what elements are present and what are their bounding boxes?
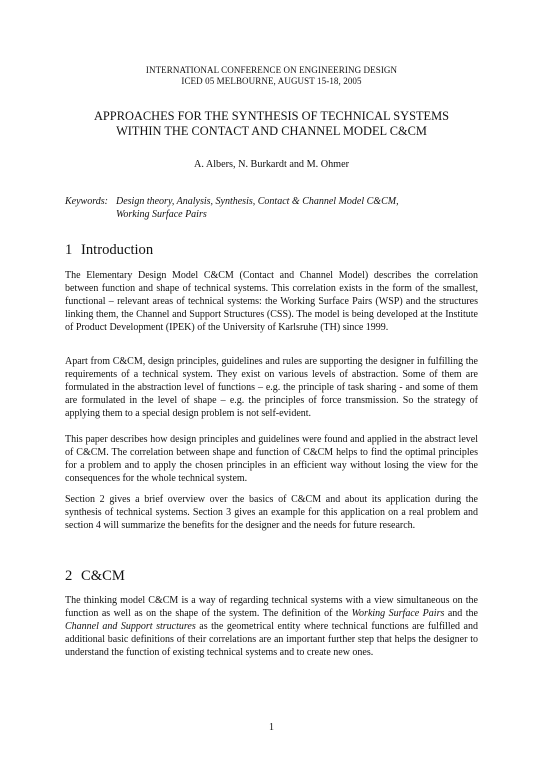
ccm-text-part-3: as the geometrical entity where technical functions are fulfilled and additional basic definitions of their correlations are an important further step that helps the designer to understand the function of existing technical systems and to create new ones. <box>65 621 478 658</box>
section-1-heading <box>65 242 153 259</box>
section-2-number: 2 <box>65 568 73 584</box>
keywords-label: Keywords: <box>65 196 108 207</box>
ccm-text-part-1: The thinking model C&CM is a way of regarding technical systems with a view simultaneous on the function as well as on the shape of the system. The definition of the <box>65 595 478 619</box>
term-working-surface-pairs: Working Surface Pairs <box>351 608 445 619</box>
section-2-heading <box>65 568 125 585</box>
page-number: 1 <box>269 722 274 733</box>
section-1-title: Introduction <box>81 242 154 258</box>
section-1-number: 1 <box>65 242 73 258</box>
conference-name: INTERNATIONAL CONFERENCE ON ENGINEERING DESIGN <box>145 65 398 75</box>
ccm-text-part-2: and the <box>444 608 478 619</box>
authors: A. Albers, N. Burkardt and M. Ohmer <box>193 159 350 170</box>
keywords-line-2: Working Surface Pairs <box>116 209 207 220</box>
section-2-title: C&CM <box>81 568 125 584</box>
paper-title-line-1: APPROACHES FOR THE SYNTHESIS OF TECHNICAL SYSTEMS <box>93 109 450 123</box>
conference-details: ICED 05 MELBOURNE, AUGUST 15-18, 2005 <box>181 76 362 86</box>
intro-paragraph-4: Section 2 gives a brief overview over the basics of C&CM and about its application during the synthesis of technical systems. Section 3 gives an example for this application on a real problem and section 4 will summarize the benefits for the designer and the needs for future research. <box>65 494 478 531</box>
intro-paragraph-3: This paper describes how design principles and guidelines were found and applied in the abstract level of C&CM. The correlation between shape and function of C&CM helps to find the optimal principles for a problem and to apply the chosen principles in an efficient way without losing the view for the consequences for the whole technical system. <box>65 434 478 484</box>
keywords-line-1: Design theory, Analysis, Synthesis, Contact & Channel Model C&CM, <box>116 196 399 207</box>
intro-paragraph-1: The Elementary Design Model C&CM (Contact and Channel Model) describes the correlation between function and shape of technical systems. This correlation exists in the form of the smallest, functional – relevant areas of technical systems: the Working Surface Pairs (WSP) and the structures linking them, the Channel and Support Structures (CSS). The model is being developed at the Institute of Product Development (IPEK) of the University of Karlsruhe (TH) since 1999. <box>65 270 478 333</box>
intro-paragraph-2: Apart from C&CM, design principles, guidelines and rules are supporting the designer in fulfilling the requirements of a technical system. They exist on various levels of abstraction. Some of them are formulated in the abstraction level of functions – e.g. the principle of task sharing - and some of them are formulated in the level of shape – e.g. the principles of force transmission. So the strategy of applying them to a special design problem is not self-evident. <box>65 356 478 419</box>
ccm-paragraph-1 <box>65 594 478 659</box>
paper-title-line-2: WITHIN THE CONTACT AND CHANNEL MODEL C&CM <box>116 124 427 138</box>
term-channel-support-structures: Channel and Support structures <box>65 621 196 632</box>
